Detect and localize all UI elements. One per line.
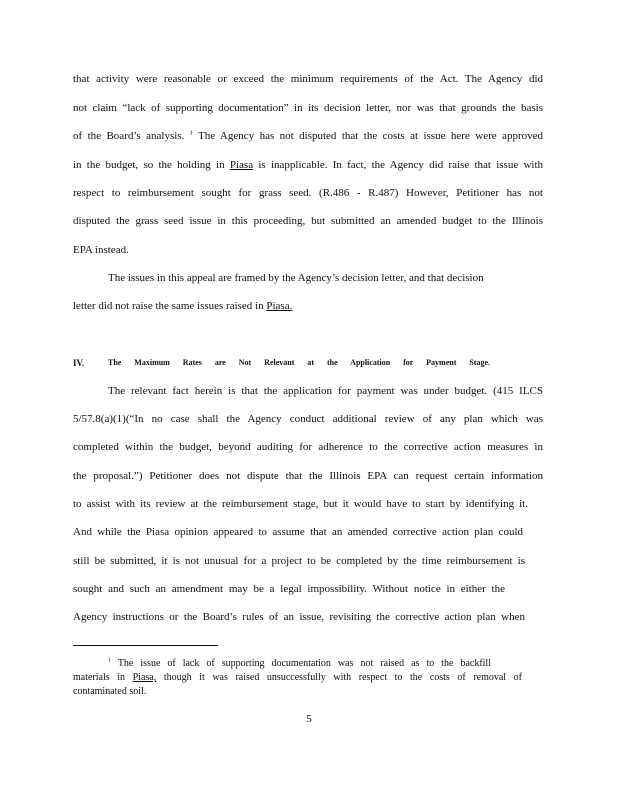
body-line: sought and such an amendment may be a legal impossibility. Without notice in either the (73, 583, 505, 595)
body-text: opinion appeared to assume that an amended corrective action plan could (174, 526, 523, 538)
case-name-piasa: Piasa (145, 526, 170, 538)
body-line: 5/57.8(a)(1)(“In no case shall the Agency conduct additional review of any plan which was (73, 413, 543, 425)
body-line: The relevant fact herein is that the application for payment was under budget. (415 ILCS (108, 385, 543, 397)
footnote-marker: 1 (108, 657, 111, 664)
page-number: 5 (306, 713, 312, 725)
section-heading: The Maximum Rates are Not Relevant at the Application for Payment Stage. (108, 358, 490, 367)
body-line: respect to reimbursement sought for grass seed. (R.486 - R.487) However, Petitioner has not (73, 187, 543, 199)
body-line: not claim “lack of supporting documentation” in its decision letter, nor was that grounds the basis (73, 102, 543, 114)
body-line: The issues in this appeal are framed by the Agency’s decision letter, and that decision (108, 272, 484, 284)
body-text: of the Board’s analysis. (73, 130, 185, 142)
body-line: to assist with its review at the reimbursement stage, but it would have to start by identifying it. (73, 498, 528, 510)
body-line (73, 158, 543, 172)
body-text: letter did not raise the same issues raised in (73, 300, 264, 312)
body-line (73, 525, 523, 539)
footnote-text: The issue of lack of supporting documentation was not raised as to the backfill (117, 658, 491, 669)
footnote-line: contaminated soil. (73, 686, 147, 697)
footnote-reference: 1 (189, 130, 193, 137)
body-line (73, 129, 543, 143)
section-number: IV. (73, 358, 85, 368)
footnote-separator (73, 645, 218, 646)
body-text: The Agency has not disputed that the costs at issue here were approved (198, 130, 543, 142)
body-line: the proposal.”) Petitioner does not dispute that the Illinois EPA can request certain information (73, 470, 543, 482)
body-text: is inapplicable. In fact, the Agency did raise that issue with (258, 159, 543, 171)
body-line (73, 299, 543, 313)
body-text: And while the (73, 526, 141, 538)
body-line: Agency instructions or the Board’s rules of an issue, revisiting the corrective action plan when (73, 611, 525, 623)
footnote-line (73, 671, 522, 684)
body-line: that activity were reasonable or exceed the minimum requirements of the Act. The Agency did (73, 73, 543, 85)
footnote-text: materials in (73, 672, 126, 683)
body-text: in the budget, so the holding in (73, 159, 225, 171)
body-line: completed within the budget, beyond auditing for adherence to the corrective action measures in (73, 441, 543, 453)
case-name-piasa: Piasa (229, 159, 254, 171)
footnote-line (108, 657, 491, 670)
body-line: EPA instead. (73, 244, 129, 256)
footnote-text: though it was raised unsuccessfully with respect to the costs of removal of (163, 672, 522, 683)
body-line: disputed the grass seed issue in this proceeding, but submitted an amended budget to the Illinois (73, 215, 543, 227)
case-name-piasa: Piasa, (132, 672, 157, 683)
case-name-piasa: Piasa. (266, 300, 293, 312)
body-line: still be submitted, it is not unusual for a project to be completed by the time reimbursement is (73, 555, 525, 567)
